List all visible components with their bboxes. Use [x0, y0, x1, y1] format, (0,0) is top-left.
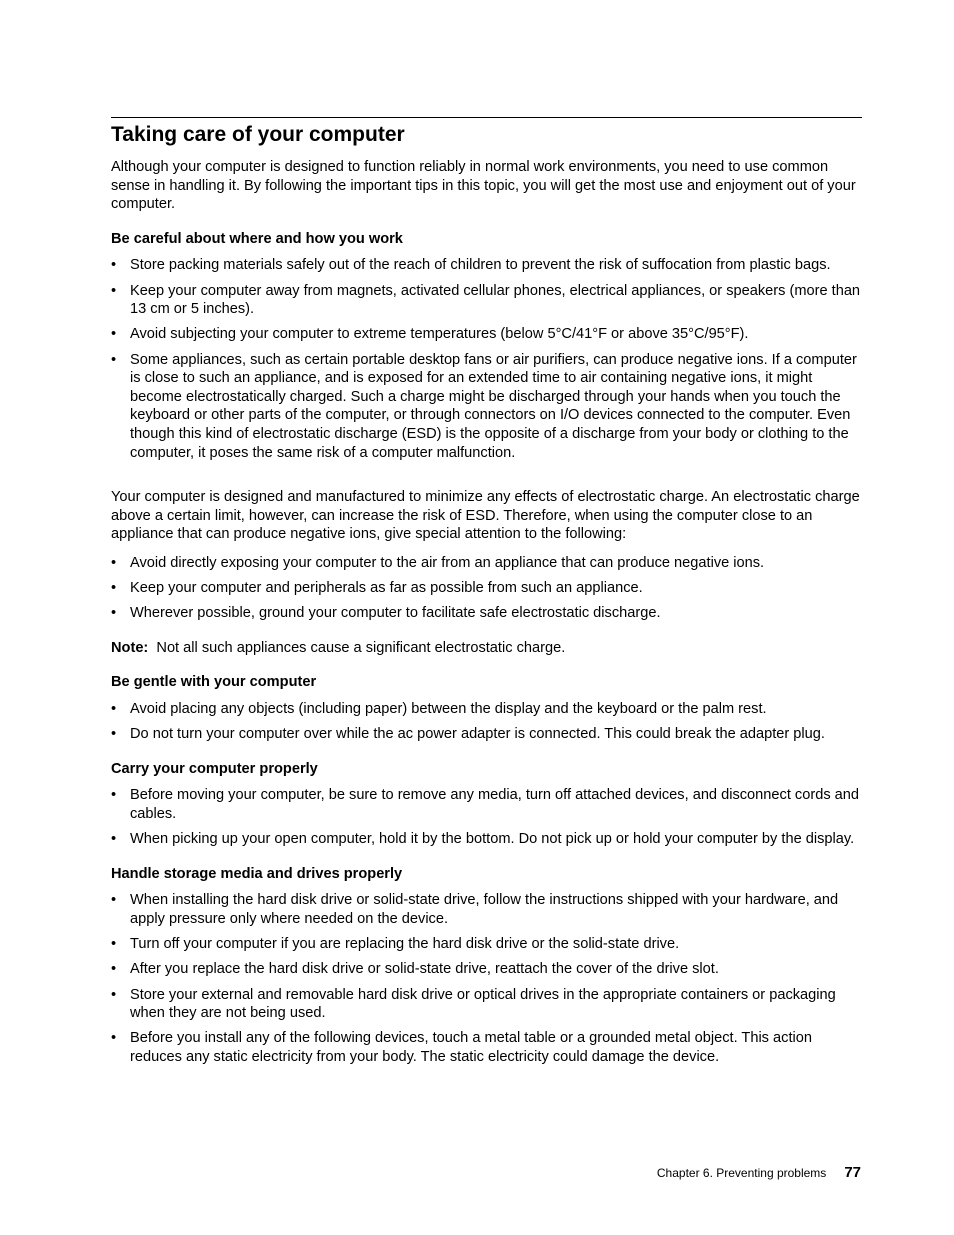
list-item: • Before moving your computer, be sure to remove any media, turn off attached devices, and disconnect cords and cables.: [111, 787, 860, 822]
bullet-icon: •: [111, 936, 117, 953]
bullet-icon: •: [111, 326, 117, 343]
section-heading-carry: Carry your computer properly: [111, 760, 318, 777]
bullet-icon: •: [111, 831, 117, 848]
bullet-icon: •: [111, 787, 117, 804]
bullet-list-gentle: [111, 700, 862, 744]
list-item: • When installing the hard disk drive or solid-state drive, follow the instructions shipped with your hardware, and apply pressure only where needed on the device.: [111, 892, 839, 927]
list-item: • Before you install any of the following devices, touch a metal table or a grounded metal object. This action reduces any static electricity from your body. The static electricity could damage the device.: [111, 1030, 812, 1065]
bullet-icon: •: [111, 605, 117, 622]
bullet-list-carry: [111, 786, 862, 848]
list-item: • Wherever possible, ground your computer to facilitate safe electrostatic discharge.: [111, 605, 661, 622]
list-item: • After you replace the hard disk drive or solid-state drive, reattach the cover of the drive slot.: [111, 961, 719, 978]
page-footer: [657, 1163, 861, 1183]
note-text: Not all such appliances cause a significant electrostatic charge.: [156, 639, 566, 656]
page-number: 77: [844, 1164, 861, 1181]
bullet-icon: •: [111, 726, 117, 743]
note-label: Note:: [111, 639, 149, 656]
list-item: • Keep your computer away from magnets, activated cellular phones, electrical appliances, or speakers (more than 13 cm or 5 inches).: [111, 282, 861, 318]
list-item: • Avoid placing any objects (including paper) between the display and the keyboard or the palm rest.: [111, 701, 767, 718]
bullet-icon: •: [111, 892, 117, 909]
bullet-icon: •: [111, 554, 117, 571]
note-paragraph: [111, 639, 862, 658]
list-item: • Do not turn your computer over while the ac power adapter is connected. This could break the adapter plug.: [111, 726, 825, 743]
bullet-list-where-how: [111, 256, 862, 462]
bullet-icon: •: [111, 1030, 117, 1047]
list-item: • When picking up your open computer, hold it by the bottom. Do not pick up or hold your computer by the display.: [111, 831, 855, 848]
footer-chapter: Chapter 6. Preventing problems: [656, 1166, 827, 1180]
list-item: • Avoid subjecting your computer to extreme temperatures (below 5°C/41°F or above 35°C/95°F).: [111, 326, 749, 343]
title-rule: [111, 117, 862, 118]
list-item: • Turn off your computer if you are replacing the hard disk drive or the solid-state drive.: [111, 936, 680, 953]
bullet-icon: •: [111, 986, 117, 1003]
section-heading-where-how: Be careful about where and how you work: [111, 230, 403, 247]
bullet-icon: •: [111, 351, 117, 368]
bullet-icon: •: [111, 701, 117, 718]
bullet-list-esd: [111, 554, 862, 623]
list-item: • Store packing materials safely out of the reach of children to prevent the risk of suffocation from plastic bags.: [111, 257, 831, 274]
bullet-icon: •: [111, 580, 117, 597]
page-title: Taking care of your computer: [111, 123, 405, 146]
list-item: • Store your external and removable hard disk drive or optical drives in the appropriate containers or packaging when they are not being used.: [111, 986, 836, 1022]
section-heading-gentle: Be gentle with your computer: [111, 674, 317, 691]
list-item: • Some appliances, such as certain portable desktop fans or air purifiers, can produce negative ions. If a computer is close to such an appliance, and is exposed for an extended time to air containing negative ions, it might become electrostatically charged. Such a charge might be discharged through your hands when you touch the keyboard or other parts of the computer, or through connectors on I/O devices connected to the computer. Even though this kind of electrostatic discharge (ESD) is the opposite of a discharge from your body or clothing to the computer, it poses the same risk of a computer malfunction.: [111, 351, 857, 461]
bullet-icon: •: [111, 257, 117, 274]
bullet-list-storage: [111, 891, 862, 1066]
list-item: • Avoid directly exposing your computer to the air from an appliance that can produce negative ions.: [111, 554, 765, 571]
section-heading-storage: Handle storage media and drives properly: [111, 865, 403, 882]
esd-paragraph: Your computer is designed and manufactured to minimize any effects of electrostatic charge. An electrostatic charge above a certain limit, however, can increase the risk of ESD. Therefore, when using the computer close to an appliance that can produce negative ions, give special attention to the following:: [111, 489, 860, 543]
list-item: • Keep your computer and peripherals as far as possible from such an appliance.: [111, 580, 643, 597]
bullet-icon: •: [111, 961, 117, 978]
intro-paragraph: Although your computer is designed to function reliably in normal work environments, you need to use common sense in handling it. By following the important tips in this topic, you will get the most use and enjoyment out of your computer.: [111, 159, 856, 213]
page-content: [111, 117, 862, 1083]
bullet-icon: •: [111, 282, 117, 299]
